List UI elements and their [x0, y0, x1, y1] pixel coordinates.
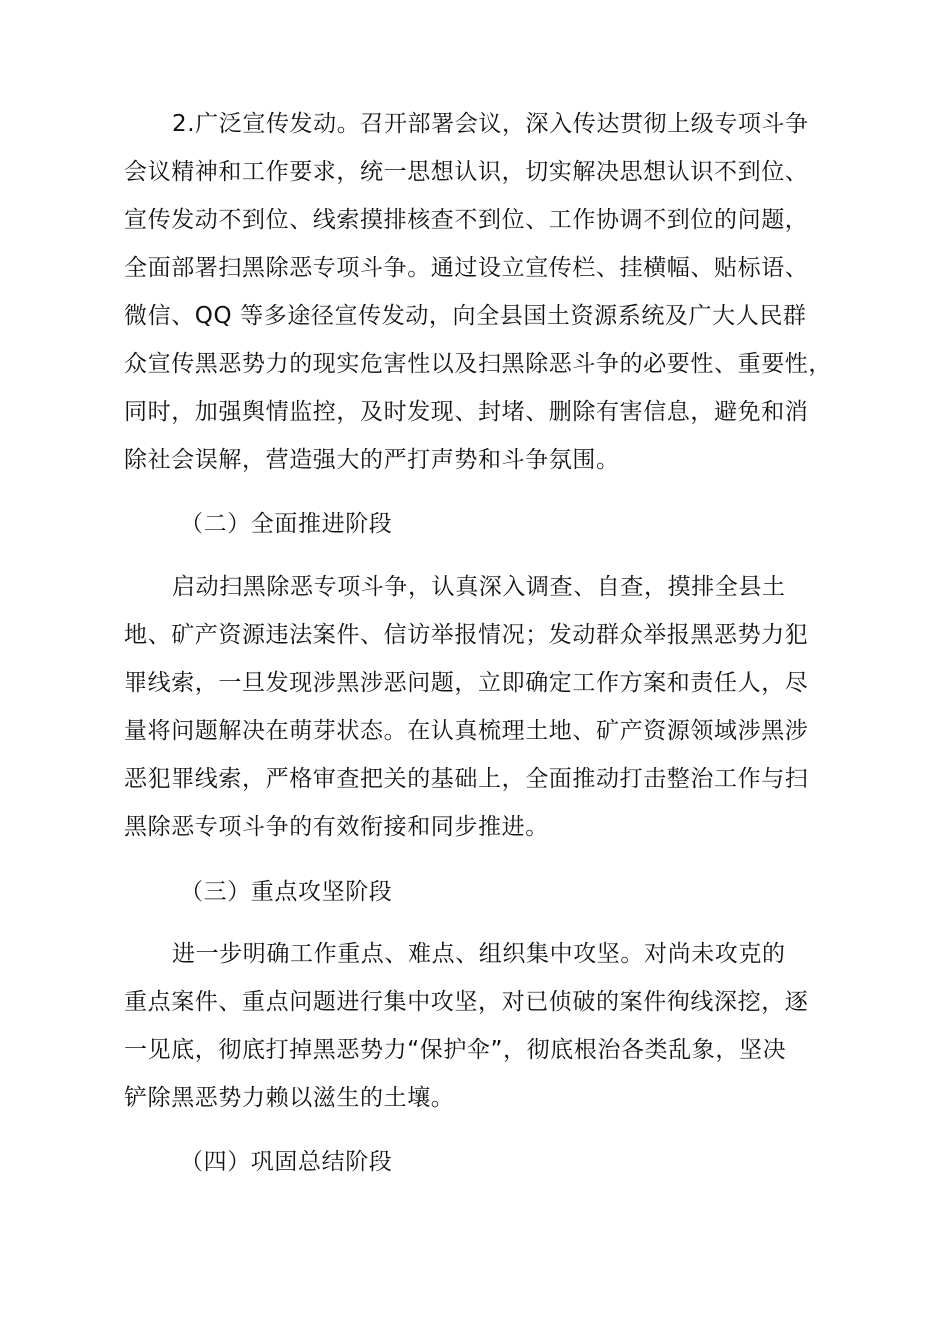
paragraph-2-line: 地、矿产资源违法案件、信访举报情况；发动群众举报黑恶势力犯	[124, 622, 809, 648]
paragraph-3-line: 一见底，彻底打掉黑恶势力“保护伞”，彻底根治各类乱象，坚决	[124, 1037, 787, 1063]
paragraph-2-line: 量将问题解决在萌芽状态。在认真梳理土地、矿产资源领域涉黑涉	[124, 718, 809, 744]
paragraph-1-line: 微信、QQ 等多途径宣传发动，向全县国土资源系统及广大人民群	[124, 303, 807, 329]
paragraph-1-line: 同时，加强舆情监控，及时发现、封堵、删除有害信息，避免和消	[124, 399, 809, 425]
paragraph-3-line: 铲除黑恶势力赖以滋生的土壤。	[124, 1085, 455, 1111]
paragraph-1-line: 众宣传黑恶势力的现实危害性以及扫黑除恶斗争的必要性、重要性，	[124, 351, 832, 377]
section-heading-4: （四）巩固总结阶段	[180, 1149, 393, 1175]
paragraph-3-line: 进一步明确工作重点、难点、组织集中攻坚。对尚未攻克的	[172, 941, 786, 967]
paragraph-1-line: 除社会误解，营造强大的严打声势和斗争氛围。	[124, 447, 620, 473]
section-heading-3: （三）重点攻坚阶段	[180, 879, 393, 905]
paragraph-1-line: 2.广泛宣传发动。召开部署会议，深入传达贯彻上级专项斗争	[172, 111, 809, 137]
paragraph-2-line: 罪线索，一旦发现涉黑涉恶问题，立即确定工作方案和责任人，尽	[124, 670, 809, 696]
paragraph-3-line: 重点案件、重点问题进行集中攻坚，对已侦破的案件徇线深挖，逐	[124, 989, 809, 1015]
paragraph-2-line: 恶犯罪线索，严格审查把关的基础上，全面推动打击整治工作与扫	[124, 766, 809, 792]
paragraph-2-line: 启动扫黑除恶专项斗争，认真深入调查、自查，摸排全县土	[172, 574, 786, 600]
section-heading-2: （二）全面推进阶段	[180, 511, 393, 537]
paragraph-2-line: 黑除恶专项斗争的有效衔接和同步推进。	[124, 814, 549, 840]
paragraph-1-line: 会议精神和工作要求，统一思想认识，切实解决思想认识不到位、	[124, 159, 809, 185]
paragraph-1-line: 全面部署扫黑除恶专项斗争。通过设立宣传栏、挂横幅、贴标语、	[124, 255, 809, 281]
paragraph-1-line: 宣传发动不到位、线索摸排核查不到位、工作协调不到位的问题，	[124, 207, 809, 233]
